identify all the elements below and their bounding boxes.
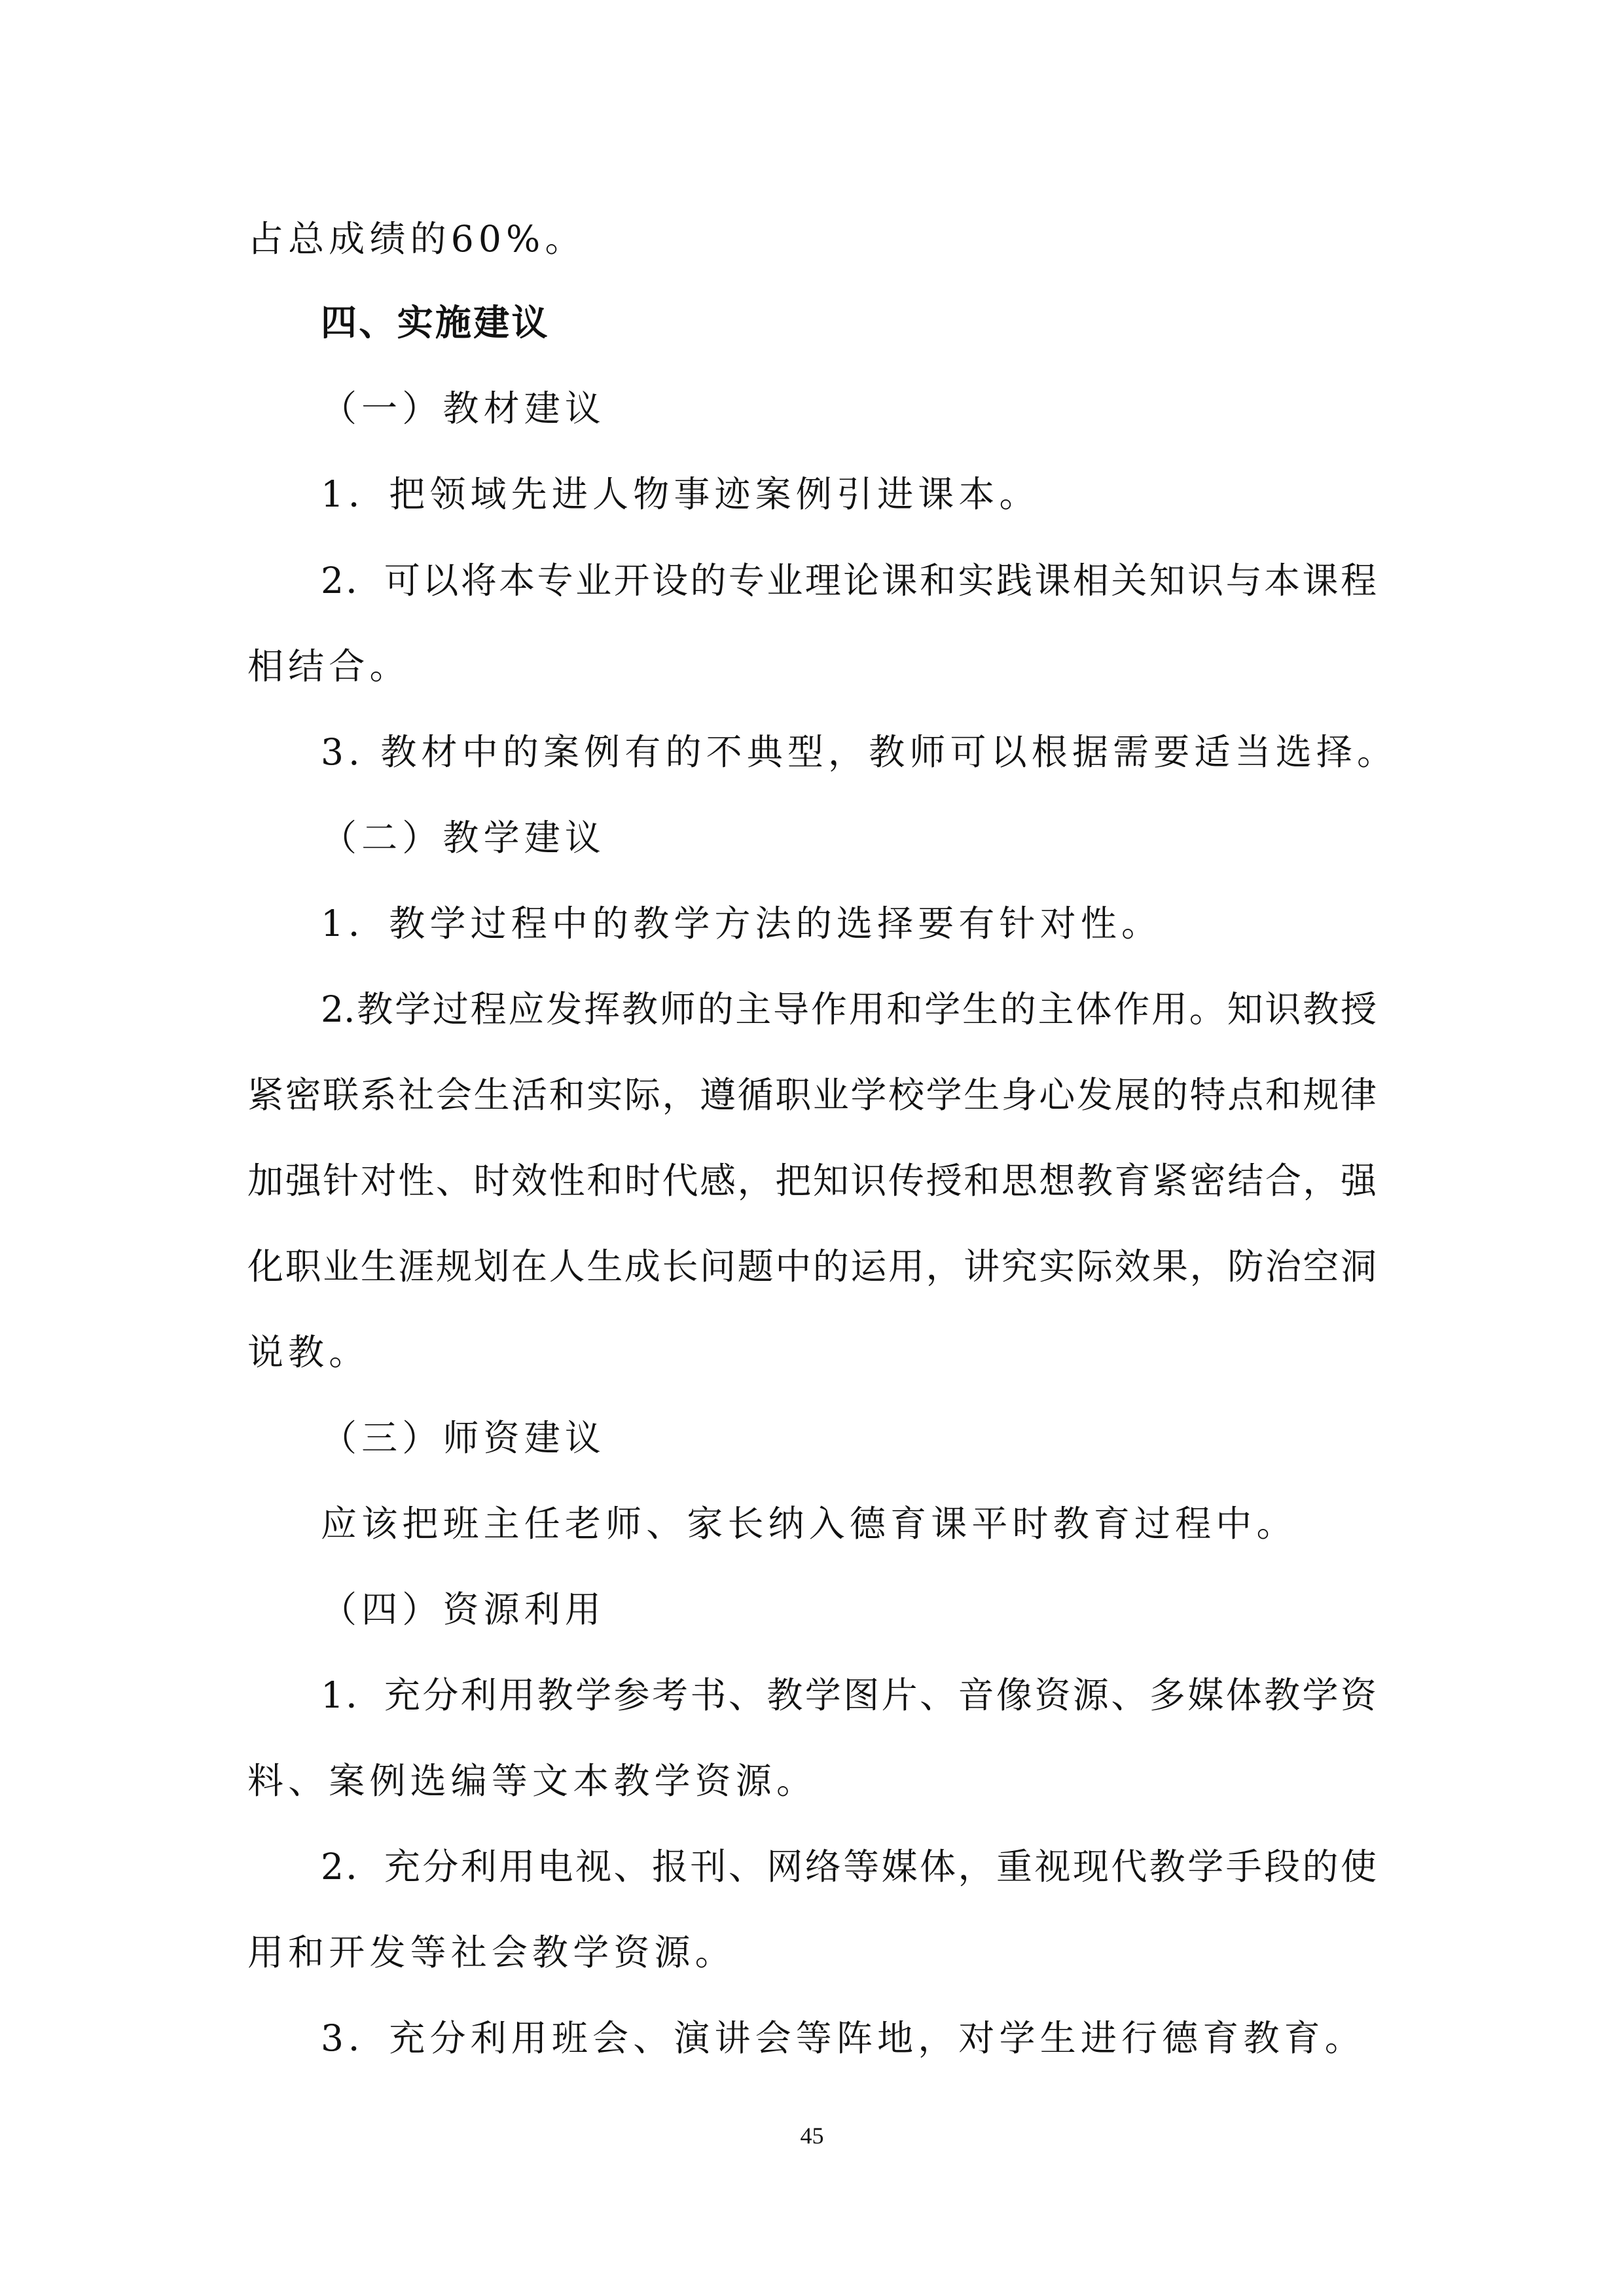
subsection-heading: （二）教学建议 <box>321 817 606 859</box>
list-item: 1．把领域先进人物事迹案例引进课本。 <box>321 473 1040 515</box>
page-number: 45 <box>800 2123 824 2149</box>
list-item-continuation: 用和开发等社会教学资源。 <box>247 1931 736 1973</box>
list-item: 3．充分利用班会、演讲会等阵地，对学生进行德育教育。 <box>321 2017 1365 2059</box>
list-item-continuation: 加强针对性、时效性和时代感，把知识传授和思想教育紧密结合，强 <box>247 1160 1377 1202</box>
list-item: 1．充分利用教学参考书、教学图片、音像资源、多媒体教学资 <box>321 1674 1377 1716</box>
list-item: 2．可以将本专业开设的专业理论课和实践课相关知识与本课程 <box>321 560 1377 601</box>
list-item: 2．充分利用电视、报刊、网络等媒体，重视现代教学手段的使 <box>321 1846 1377 1888</box>
list-item-continuation: 料、案例选编等文本教学资源。 <box>247 1760 818 1802</box>
subsection-heading: （四）资源利用 <box>321 1588 606 1630</box>
list-item-continuation: 相结合。 <box>247 645 410 687</box>
list-item-continuation: 说教。 <box>247 1331 370 1373</box>
list-item: 2.教学过程应发挥教师的主导作用和学生的主体作用。知识教授 <box>321 988 1377 1030</box>
subsection-heading: （一）教材建议 <box>321 387 606 429</box>
list-item-continuation: 化职业生涯规划在人生成长问题中的运用，讲究实际效果，防治空洞 <box>247 1246 1377 1287</box>
subsection-heading: （三）师资建议 <box>321 1417 606 1459</box>
paragraph: 应该把班主任老师、家长纳入德育课平时教育过程中。 <box>321 1503 1297 1545</box>
list-item: 3. 教材中的案例有的不典型，教师可以根据需要适当选择。 <box>321 731 1398 773</box>
paragraph-continuation-line: 占总成绩的60%。 <box>247 218 586 260</box>
list-item-continuation: 紧密联系社会生活和实际，遵循职业学校学生身心发展的特点和规律 <box>247 1074 1377 1116</box>
list-item: 1．教学过程中的教学方法的选择要有针对性。 <box>321 903 1163 944</box>
section-heading: 四、实施建议 <box>321 302 550 344</box>
